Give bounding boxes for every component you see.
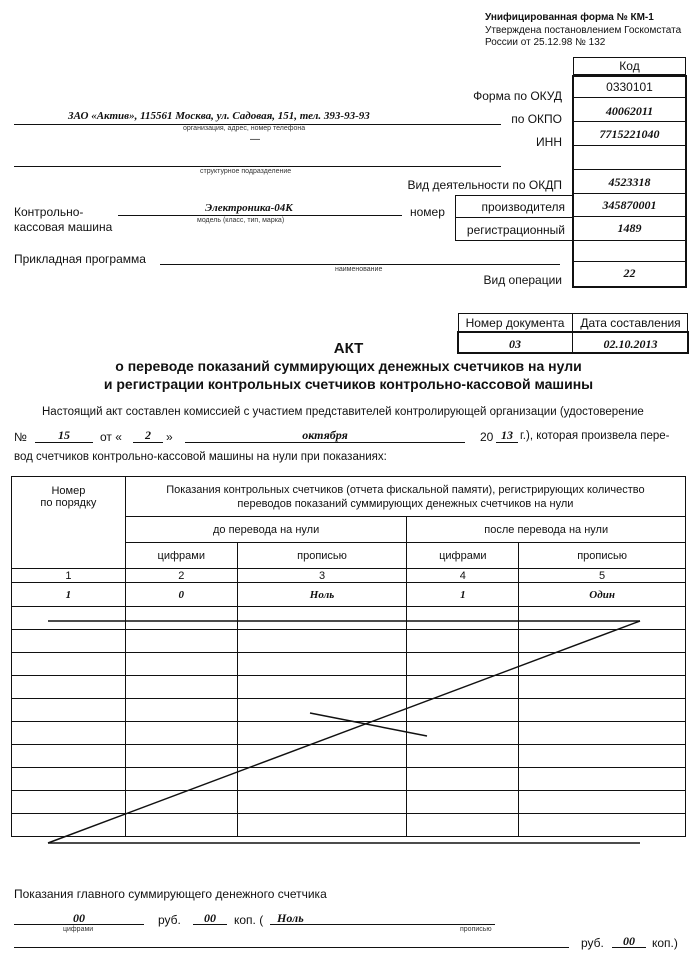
program-caption: наименование xyxy=(335,266,383,273)
kkm-label-1: Контрольно- xyxy=(14,205,84,219)
okpo-label: по ОКПО xyxy=(511,112,562,126)
cert-number: 15 xyxy=(58,428,70,442)
okdp-value: 4523318 xyxy=(608,175,651,189)
registration-value: 1489 xyxy=(617,221,642,235)
digits-header-2: цифрами xyxy=(407,543,519,569)
document-number-value: 03 xyxy=(509,337,521,351)
footer-rub2-label: руб. xyxy=(581,936,604,950)
inn-label: ИНН xyxy=(536,135,562,149)
number-label: номер xyxy=(410,205,445,219)
intro-text-1: Настоящий акт составлен комиссией с участием представителей контролирующей организации (удостоверение xyxy=(42,406,644,418)
words-header-2: прописью xyxy=(519,543,686,569)
document-date-value: 02.10.2013 xyxy=(603,337,658,351)
cell-before-words: Ноль xyxy=(237,583,407,607)
subdivision-caption: структурное подразделение xyxy=(200,168,292,175)
words-header-1: прописью xyxy=(237,543,407,569)
col-number-header: Номер по порядку xyxy=(12,477,126,569)
kod-label: Код xyxy=(619,59,640,73)
kkm-label-2: кассовая машина xyxy=(14,220,113,234)
act-subtitle-2: и регистрации контрольных счетчиков контрольно-кассовой машины xyxy=(103,376,594,392)
approved-line1: Утверждена постановлением Госкомстата xyxy=(485,25,682,36)
cell-after-words: Один xyxy=(519,583,686,607)
intro-year-prefix: 20 xyxy=(480,430,494,444)
manufacturer-label: производителя xyxy=(481,200,565,214)
colnum-4: 4 xyxy=(407,569,519,583)
act-title: АКТ xyxy=(333,340,364,357)
cell-number: 1 xyxy=(12,583,126,607)
program-label: Прикладная программа xyxy=(14,252,146,266)
footer-kop2-value: 00 xyxy=(623,934,635,948)
footer-words-value: Ноль xyxy=(277,911,304,925)
okud-label: Форма по ОКУД xyxy=(473,89,562,103)
before-header: до перевода на нули xyxy=(125,517,407,543)
okdp-label: Вид деятельности по ОКДП xyxy=(407,178,562,192)
colnum-3: 3 xyxy=(237,569,407,583)
digits-header-1: цифрами xyxy=(125,543,237,569)
footer-digits-caption: цифрами xyxy=(63,926,94,933)
footer-kop-value: 00 xyxy=(204,911,216,925)
organization-dash: — xyxy=(250,134,260,145)
okud-value: 0330101 xyxy=(606,80,653,94)
document-date-header: Дата составления xyxy=(580,316,681,330)
intro-no-label: № xyxy=(14,430,27,444)
intro-month: октября xyxy=(302,428,348,442)
colnum-2: 2 xyxy=(125,569,237,583)
intro-text-2: г.), которая произвела пере- xyxy=(520,430,670,442)
intro-day: 2 xyxy=(145,428,151,442)
colnum-5: 5 xyxy=(519,569,686,583)
operation-value: 22 xyxy=(623,266,636,280)
inn-value: 7715221040 xyxy=(599,127,660,141)
approved-line2: России от 25.12.98 № 132 xyxy=(485,37,606,48)
footer-kop-label: коп. ( xyxy=(234,913,264,927)
document-number-header: Номер документа xyxy=(465,316,565,330)
cell-before-digits: 0 xyxy=(125,583,237,607)
act-subtitle-1: о переводе показаний суммирующих денежных счетчиков на нули xyxy=(115,358,582,374)
manufacturer-value: 345870001 xyxy=(602,198,657,212)
registration-label: регистрационный xyxy=(466,223,565,237)
cell-after-digits: 1 xyxy=(407,583,519,607)
intro-text-3: вод счетчиков контрольно-кассовой машины на нули при показаниях: xyxy=(14,451,387,463)
after-header: после перевода на нули xyxy=(407,517,686,543)
readings-header: Показания контрольных счетчиков (отчета фискальной памяти), регистрирующих количество переводов показаний суммирующих денежных счетчиков на нули xyxy=(125,477,685,517)
intro-ot-label: от « xyxy=(100,430,122,444)
form-title: Унифицированная форма № КМ-1 xyxy=(485,12,654,23)
footer-rub-label: руб. xyxy=(158,913,181,927)
footer-words-caption: прописью xyxy=(460,926,492,933)
kkm-caption: модель (класс, тип, марка) xyxy=(197,217,285,224)
operation-label: Вид операции xyxy=(483,273,562,287)
okpo-value: 40062011 xyxy=(605,104,654,118)
footer-rub-value: 00 xyxy=(73,911,85,925)
organization-value: ЗАО «Актив», 115561 Москва, ул. Садовая, 151, тел. 393-93-93 xyxy=(68,110,370,122)
intro-close-quote: » xyxy=(166,430,173,444)
organization-caption: организация, адрес, номер телефона xyxy=(183,125,306,132)
kkm-value: Электроника-04К xyxy=(205,202,293,214)
intro-year-suffix: 13 xyxy=(501,428,513,442)
footer-kop2-label: коп.) xyxy=(652,936,678,950)
colnum-1: 1 xyxy=(12,569,126,583)
footer-main-label: Показания главного суммирующего денежного счетчика xyxy=(14,887,327,901)
